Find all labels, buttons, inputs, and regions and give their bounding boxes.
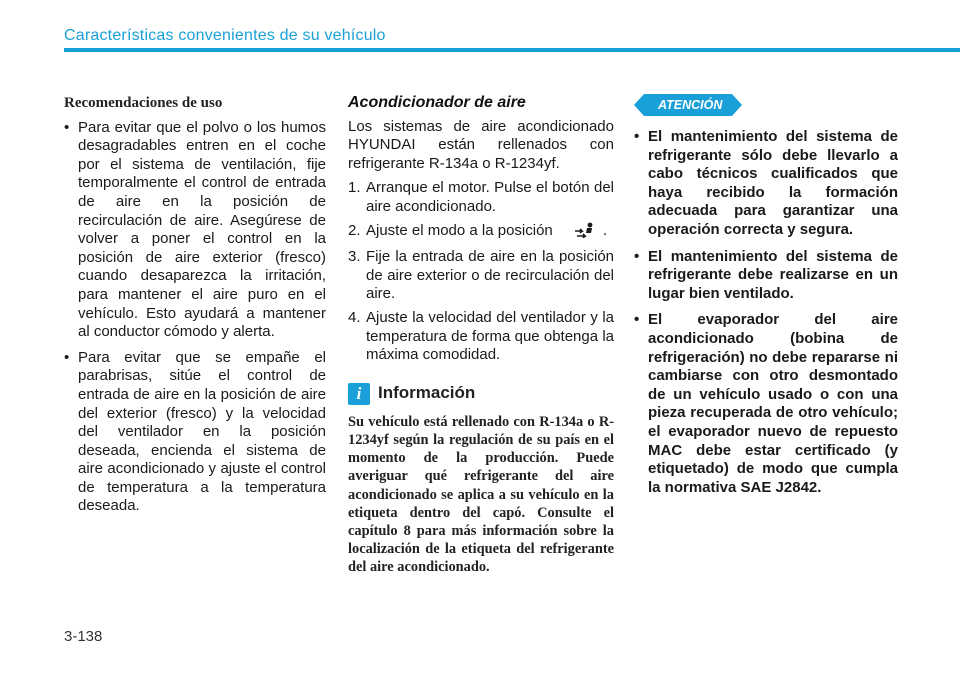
step-text: Ajuste la velocidad del ventilador y la temperatura de forma que obtenga la máxima comodidad.: [366, 308, 614, 364]
list-item: • El mantenimiento del sistema de refrigerante sólo debe llevarlo a cabo técnicos cualificados que haya recibido la formación adecuada para garantizar una operación correcta y segura.: [634, 128, 898, 240]
list-item: • El mantenimiento del sistema de refrigerante debe realizarse en un lugar bien ventilado.: [634, 248, 898, 304]
caution-label: ATENCIÓN: [644, 94, 732, 116]
info-icon: i: [348, 383, 370, 405]
step-item: [348, 248, 614, 304]
step-number: 2.: [348, 221, 361, 239]
info-header: [348, 383, 614, 405]
recommendations-heading: Recomendaciones de uso: [64, 95, 223, 111]
air-conditioner-heading: Acondicionador de aire: [348, 94, 526, 111]
page-number: 3-138: [64, 628, 103, 645]
step-text: Ajuste el modo a la posición: [366, 221, 553, 239]
list-item: • Para evitar que el polvo o los humos desagradables entren en el coche por el sistema de ventilación, fije temporalmente el control de entrada de aire en la posición de recirculación de aire. Asegúrese de volver a poner el control en la posición de aire exterior (fresco) cuando desaparezca la irritación, para mantener el aire puro en el vehículo. Esto ayudará a mantener al conductor cómodo y alerta.: [64, 119, 326, 342]
recommendations-list: [64, 119, 326, 516]
step-text: Fije la entrada de aire en la posición de aire exterior o de recirculación del aire.: [366, 248, 614, 303]
air-conditioner-intro: Los sistemas de aire acondicionado HYUNDAI están rellenados con refrigerante R-134a o R-1234yf.: [348, 117, 614, 172]
steps-list: [348, 179, 614, 364]
step-item: [348, 309, 614, 365]
step-item: [348, 179, 614, 216]
caution-list: [634, 128, 898, 497]
column-air-conditioner: [348, 94, 614, 577]
section-title: Características convenientes de su vehículo: [64, 27, 386, 44]
column-caution: [634, 94, 898, 505]
step-number: 4.: [348, 308, 361, 326]
step-number: 1.: [348, 179, 361, 197]
column-recommendations: [64, 94, 326, 523]
step-text: Arranque el motor. Pulse el botón del aire acondicionado.: [366, 179, 614, 215]
step-item: [348, 222, 614, 244]
header-rule: [64, 48, 960, 52]
list-item: • El evaporador del aire acondicionado (bobina de refrigeración) no debe repararse ni cambiarse con otro desmontado de un vehículo usado o con una pieza recuperada de otro vehículo; el evaporador nuevo de repuesto MAC debe estar certificado (y etiquetado) de modo que cumpla la normativa SAE J2842.: [634, 311, 898, 497]
floor-vent-mode-icon: [573, 222, 597, 244]
step-number: 3.: [348, 248, 361, 266]
info-title: Información: [378, 383, 476, 403]
step-suffix: .: [602, 221, 608, 239]
list-item: • Para evitar que se empañe el parabrisas, sitúe el control de entrada de aire en la posición de aire del exterior (fresco) y la velocidad del ventilador en la posición deseada, encienda el sistema de aire acondicionado y ajuste el control de temperatura a la temperatura deseada.: [64, 349, 326, 516]
info-text: Su vehículo está rellenado con R-134a o R-1234yf según la regulación de su país en el momento de la producción. Puede averiguar qué refrigerante del aire acondicionado se aplica a su vehículo en la etiqueta dentro del capó. Consulte el capítulo 8 para más información sobre la localización de la etiqueta del refrigerante del aire acondicionado.: [348, 413, 614, 576]
